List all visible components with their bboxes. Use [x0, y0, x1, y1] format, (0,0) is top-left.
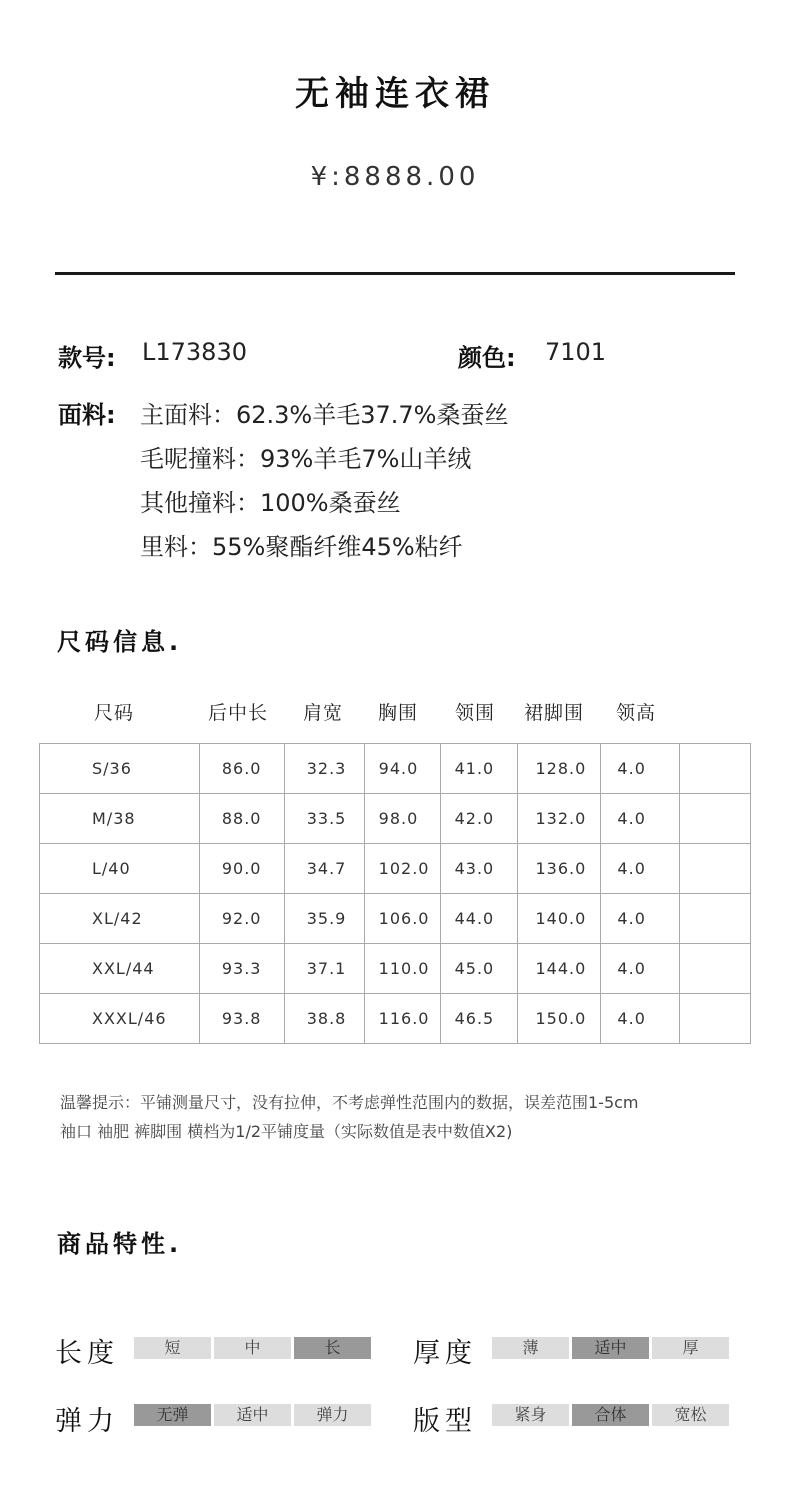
measure-cell: 110.0 — [364, 944, 440, 994]
size-cell: M/38 — [40, 794, 200, 844]
feature-option: 宽松 — [652, 1404, 729, 1426]
empty-cell — [680, 844, 751, 894]
fabric-main: 主面料：62.3%羊毛37.7%桑蚕丝 — [140, 401, 509, 429]
size-note-1: 温馨提示：平铺测量尺寸，没有拉伸，不考虑弹性范围内的数据，误差范围1-5cm — [60, 1093, 639, 1112]
empty-cell — [680, 894, 751, 944]
table-row — [40, 844, 751, 894]
table-row — [40, 744, 751, 794]
table-row — [40, 794, 751, 844]
feature-option: 薄 — [492, 1337, 569, 1359]
size-table — [39, 743, 751, 1044]
measure-cell: 88.0 — [199, 794, 284, 844]
feature-label-length: 长度 — [55, 1338, 119, 1369]
size-cell: S/36 — [40, 744, 200, 794]
feature-option: 合体 — [572, 1404, 649, 1426]
header-neck: 领围 — [455, 702, 496, 724]
empty-cell — [680, 744, 751, 794]
fabric-lining: 里料：55%聚酯纤维45%粘纤 — [140, 533, 463, 561]
feature-label-thickness: 厚度 — [413, 1338, 477, 1369]
size-section-title: 尺码信息. — [57, 628, 183, 656]
measure-cell: 37.1 — [284, 944, 364, 994]
measure-cell: 4.0 — [601, 894, 680, 944]
feature-label-fit: 版型 — [413, 1406, 477, 1437]
measure-cell: 43.0 — [440, 844, 517, 894]
measure-cell: 93.8 — [199, 994, 284, 1044]
product-price: ¥:8888.00 — [310, 162, 480, 192]
size-cell: L/40 — [40, 844, 200, 894]
measure-cell: 144.0 — [517, 944, 601, 994]
header-back-length: 后中长 — [208, 702, 269, 724]
measure-cell: 132.0 — [517, 794, 601, 844]
size-cell: XXXL/46 — [40, 994, 200, 1044]
features-section-title: 商品特性. — [57, 1230, 183, 1258]
header-size: 尺码 — [94, 702, 135, 724]
feature-option: 短 — [134, 1337, 211, 1359]
measure-cell: 4.0 — [601, 994, 680, 1044]
table-row — [40, 944, 751, 994]
size-note-2: 袖口 袖肥 裤脚围 横档为1/2平铺度量（实际数值是表中数值X2) — [60, 1122, 513, 1141]
feature-option: 适中 — [214, 1404, 291, 1426]
header-bust: 胸围 — [378, 702, 419, 724]
size-cell: XXL/44 — [40, 944, 200, 994]
measure-cell: 38.8 — [284, 994, 364, 1044]
table-row — [40, 894, 751, 944]
feature-option: 适中 — [572, 1337, 649, 1359]
measure-cell: 4.0 — [601, 944, 680, 994]
feature-option: 中 — [214, 1337, 291, 1359]
product-title: 无袖连衣裙 — [295, 74, 495, 114]
measure-cell: 106.0 — [364, 894, 440, 944]
measure-cell: 4.0 — [601, 744, 680, 794]
feature-option: 长 — [294, 1337, 371, 1359]
color-value: 7101 — [545, 338, 607, 366]
feature-option: 弹力 — [294, 1404, 371, 1426]
measure-cell: 32.3 — [284, 744, 364, 794]
measure-cell: 102.0 — [364, 844, 440, 894]
measure-cell: 140.0 — [517, 894, 601, 944]
feature-option: 紧身 — [492, 1404, 569, 1426]
measure-cell: 42.0 — [440, 794, 517, 844]
feature-option: 无弹 — [134, 1404, 211, 1426]
empty-cell — [680, 944, 751, 994]
measure-cell: 35.9 — [284, 894, 364, 944]
feature-option: 厚 — [652, 1337, 729, 1359]
measure-cell: 94.0 — [364, 744, 440, 794]
measure-cell: 86.0 — [199, 744, 284, 794]
measure-cell: 116.0 — [364, 994, 440, 1044]
feature-label-elasticity: 弹力 — [55, 1406, 119, 1437]
measure-cell: 4.0 — [601, 794, 680, 844]
measure-cell: 41.0 — [440, 744, 517, 794]
measure-cell: 150.0 — [517, 994, 601, 1044]
divider — [55, 272, 735, 275]
fabric-wool-contrast: 毛呢撞料：93%羊毛7%山羊绒 — [140, 445, 472, 473]
measure-cell: 98.0 — [364, 794, 440, 844]
measure-cell: 90.0 — [199, 844, 284, 894]
measure-cell: 45.0 — [440, 944, 517, 994]
header-hem: 裙脚围 — [524, 702, 585, 724]
fabric-label: 面料: — [58, 401, 116, 429]
measure-cell: 4.0 — [601, 844, 680, 894]
size-cell: XL/42 — [40, 894, 200, 944]
measure-cell: 44.0 — [440, 894, 517, 944]
empty-cell — [680, 994, 751, 1044]
measure-cell: 33.5 — [284, 794, 364, 844]
measure-cell: 92.0 — [199, 894, 284, 944]
measure-cell: 93.3 — [199, 944, 284, 994]
header-collar-height: 领高 — [616, 702, 657, 724]
style-number-value: L173830 — [142, 338, 247, 366]
fabric-other-contrast: 其他撞料：100%桑蚕丝 — [140, 489, 401, 517]
table-row — [40, 994, 751, 1044]
color-label: 颜色: — [458, 344, 516, 372]
empty-cell — [680, 794, 751, 844]
measure-cell: 136.0 — [517, 844, 601, 894]
style-number-label: 款号: — [58, 344, 116, 372]
measure-cell: 34.7 — [284, 844, 364, 894]
measure-cell: 46.5 — [440, 994, 517, 1044]
measure-cell: 128.0 — [517, 744, 601, 794]
header-shoulder: 肩宽 — [303, 702, 344, 724]
